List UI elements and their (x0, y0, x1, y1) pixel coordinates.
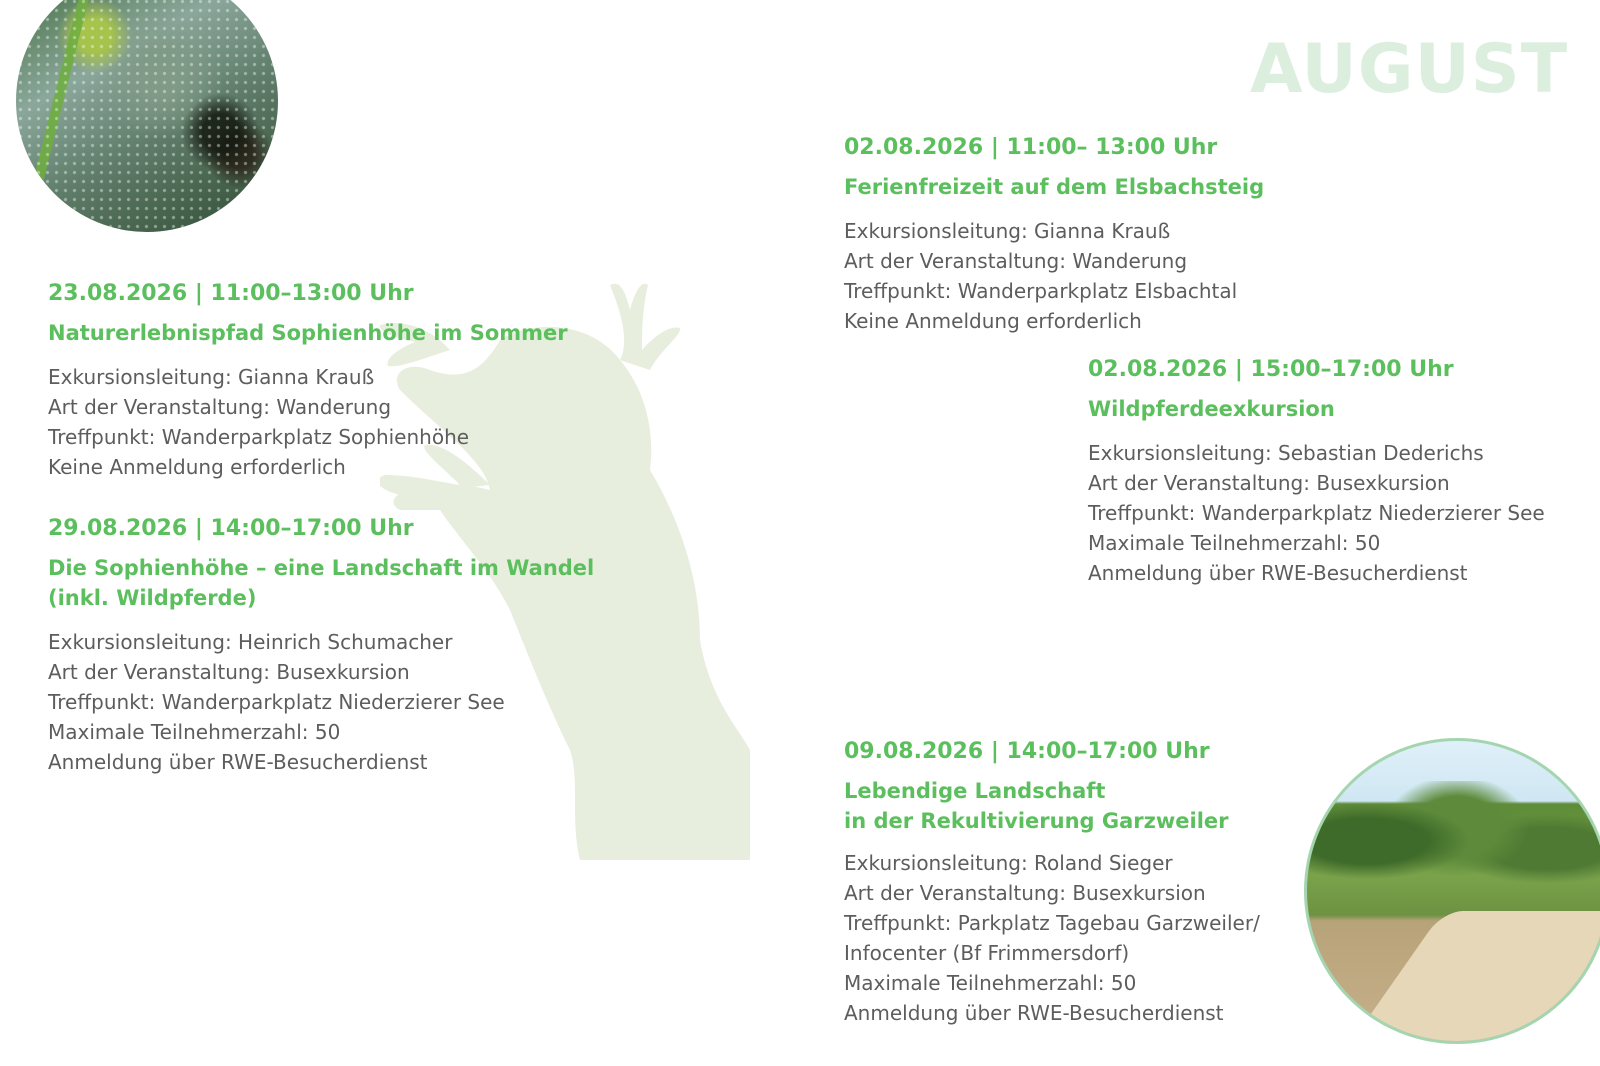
event-date: 23.08.2026 | 11:00–13:00 Uhr (48, 281, 414, 306)
event-registration: Keine Anmeldung erforderlich (844, 309, 1142, 333)
event-item (1088, 356, 1588, 588)
event-leader: Exkursionsleitung: Roland Sieger (844, 851, 1173, 875)
event-date: 09.08.2026 | 14:00–17:00 Uhr (844, 739, 1210, 764)
event-date: 02.08.2026 | 11:00– 13:00 Uhr (844, 135, 1218, 160)
event-meeting-point: Treffpunkt: Wanderparkplatz Niederzierer See (48, 690, 505, 714)
event-title: Wildpferdeexkursion (1088, 397, 1335, 421)
month-heading: AUGUST (1250, 30, 1569, 109)
event-meeting-point: Treffpunkt: Wanderparkplatz Niederzierer See (1088, 501, 1545, 525)
event-type: Art der Veranstaltung: Busexkursion (1088, 471, 1450, 495)
event-title: Die Sophienhöhe – eine Landschaft im Wandel (inkl. Wildpferde) (48, 556, 595, 610)
event-meeting-point: Treffpunkt: Parkplatz Tagebau Garzweiler/ (844, 911, 1260, 935)
event-meeting-point: Treffpunkt: Wanderparkplatz Sophienhöhe (48, 425, 470, 449)
forest-path-photo (1304, 738, 1600, 1044)
trees (1307, 781, 1600, 931)
event-registration: Anmeldung über RWE-Besucherdienst (48, 750, 428, 774)
event-type: Art der Veranstaltung: Wanderung (48, 395, 392, 419)
event-registration: Anmeldung über RWE-Besucherdienst (844, 1001, 1224, 1025)
event-type: Art der Veranstaltung: Busexkursion (844, 881, 1206, 905)
event-max-participants: Maximale Teilnehmerzahl: 50 (48, 720, 341, 744)
event-leader: Exkursionsleitung: Gianna Krauß (48, 365, 375, 389)
event-item (844, 134, 1444, 336)
event-leader: Exkursionsleitung: Sebastian Dederichs (1088, 441, 1484, 465)
event-leader: Exkursionsleitung: Gianna Krauß (844, 219, 1171, 243)
event-item (48, 515, 628, 777)
event-item (844, 738, 1304, 1028)
event-type: Art der Veranstaltung: Wanderung (844, 249, 1188, 273)
event-registration: Anmeldung über RWE-Besucherdienst (1088, 561, 1468, 585)
event-title: Naturerlebnispfad Sophienhöhe im Sommer (48, 321, 568, 345)
event-title: Lebendige Landschaft in der Rekultivierung Garzweiler (844, 779, 1229, 833)
event-date: 02.08.2026 | 15:00–17:00 Uhr (1088, 357, 1454, 382)
event-max-participants: Maximale Teilnehmerzahl: 50 (844, 971, 1137, 995)
event-date: 29.08.2026 | 14:00–17:00 Uhr (48, 516, 414, 541)
event-type: Art der Veranstaltung: Busexkursion (48, 660, 410, 684)
dew-grass-photo (16, 0, 278, 232)
event-max-participants: Maximale Teilnehmerzahl: 50 (1088, 531, 1381, 555)
dew-drops (16, 0, 278, 232)
event-title: Ferienfreizeit auf dem Elsbachsteig (844, 175, 1265, 199)
event-leader: Exkursionsleitung: Heinrich Schumacher (48, 630, 453, 654)
event-meeting-point-cont: Infocenter (Bf Frimmersdorf) (844, 941, 1130, 965)
event-registration: Keine Anmeldung erforderlich (48, 455, 346, 479)
event-meeting-point: Treffpunkt: Wanderparkplatz Elsbachtal (844, 279, 1238, 303)
event-item (48, 280, 628, 482)
